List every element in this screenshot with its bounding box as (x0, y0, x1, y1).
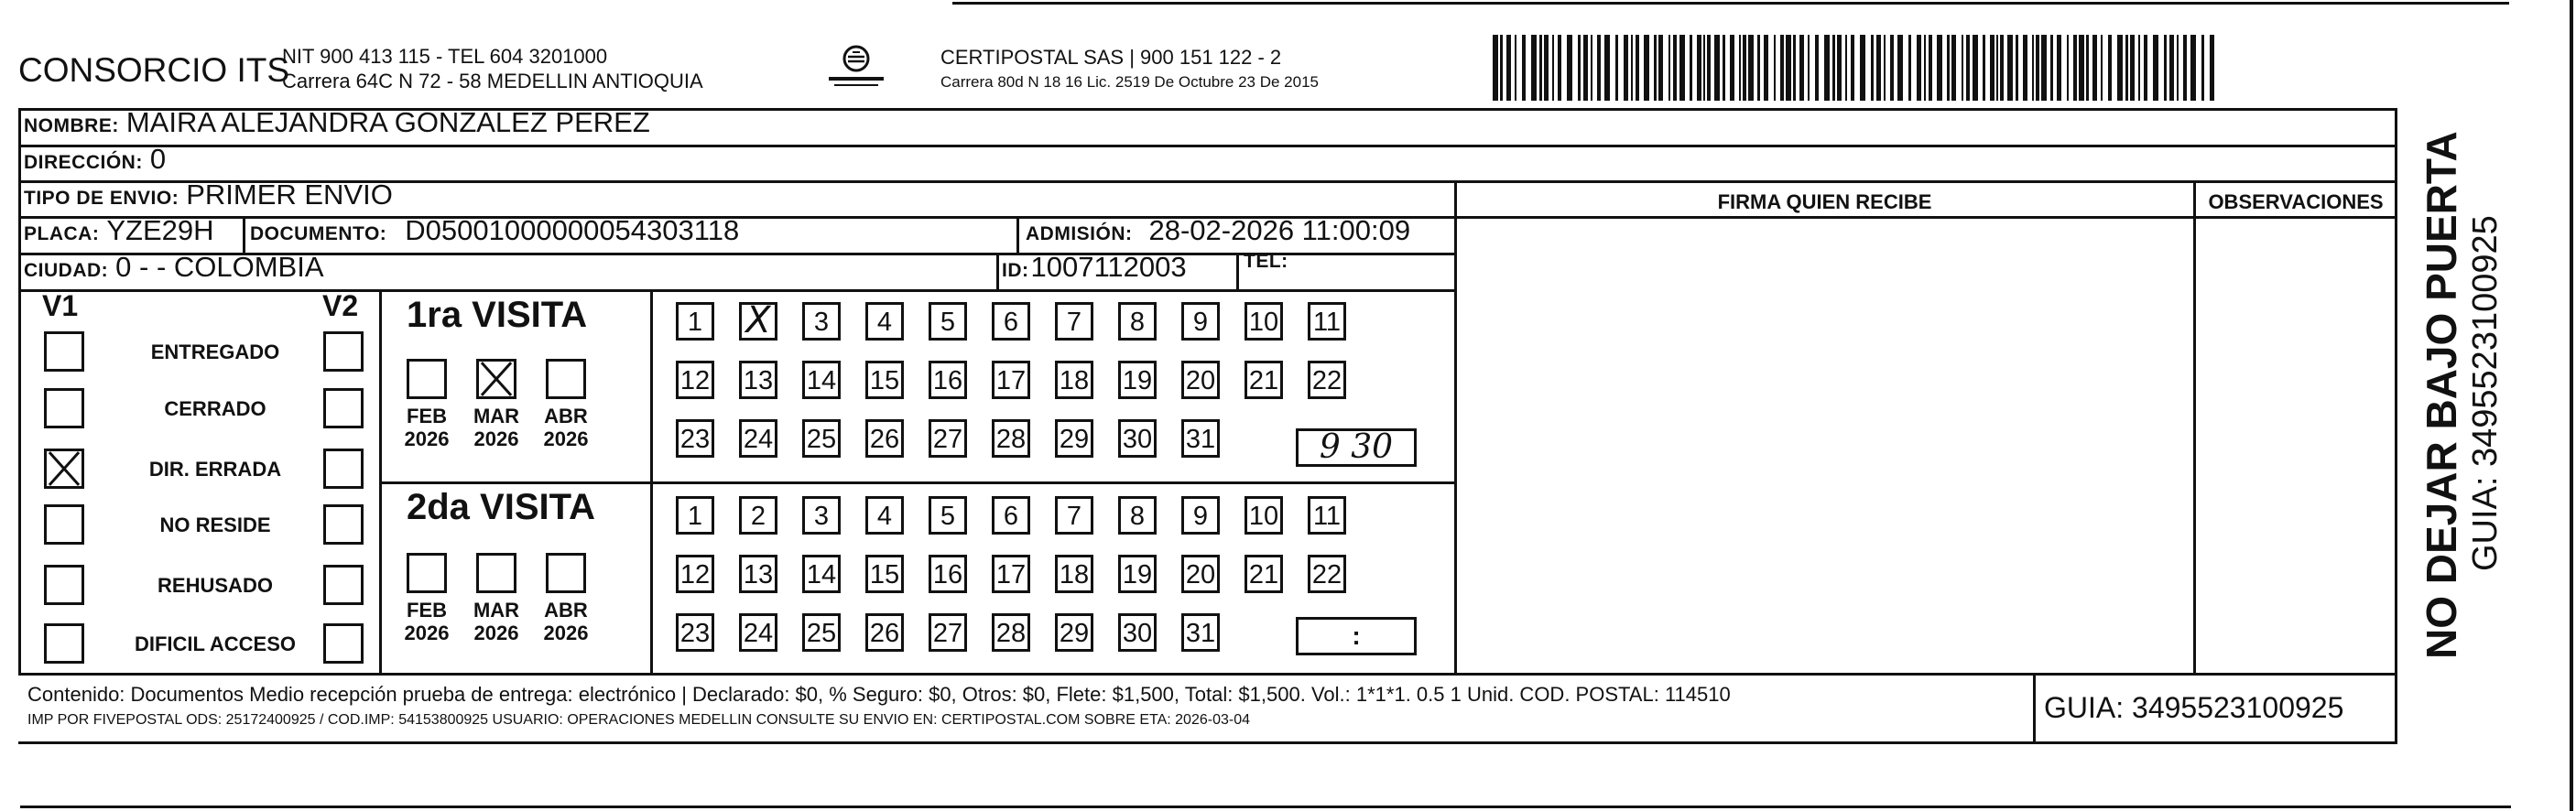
status-label: NO RESIDE (159, 514, 271, 536)
month-checkbox[interactable] (546, 359, 586, 399)
admision-cell (1026, 214, 1410, 247)
barcode-bar (2050, 35, 2053, 101)
sender-address: Carrera 64C N 72 - 58 MEDELLIN ANTIOQUIA (282, 70, 703, 92)
tel-label: TEL: (1244, 251, 1288, 272)
v1-checkbox[interactable] (44, 449, 84, 489)
barcode-bar (1917, 35, 1921, 101)
barcode-bar (2007, 35, 2013, 101)
barcode-bar (2138, 35, 2140, 101)
barcode-bar (2041, 35, 2047, 101)
day-box[interactable]: 6 (992, 302, 1030, 341)
footer-contenido: Contenido: Documentos Medio recepción prueba de entrega: electrónico | Declarado: $0, % Seguro: $0, Otros: $0, Flete: $1,500, Total: $1,500. Vol.: 1*1*1. 0.5 1 Unid. COD. POSTAL: 114510 (27, 683, 1731, 706)
day-box[interactable]: 11 (1308, 302, 1346, 341)
nombre-row (24, 106, 650, 139)
barcode-bar (1679, 35, 1685, 101)
day-box[interactable]: 21 (1245, 361, 1283, 399)
visit1-title: 1ra VISITA (407, 295, 588, 335)
barcode-bar (2164, 35, 2167, 101)
day-box[interactable]: 14 (802, 361, 841, 399)
month-label (397, 599, 456, 644)
barcode-bar (1604, 35, 1610, 101)
barcode-bar (1743, 35, 1746, 101)
sender-company: CONSORCIO ITS (18, 51, 290, 89)
day-box[interactable]: 27 (929, 613, 967, 652)
barcode-bar (2092, 35, 2097, 101)
barcode-bar (2183, 35, 2187, 101)
barcode-bar (1644, 35, 1649, 101)
day-box[interactable]: 26 (865, 419, 904, 458)
status-label: DIFICIL ACCESO (134, 633, 296, 655)
day-box[interactable]: 27 (929, 419, 967, 458)
barcode-bar (1966, 35, 1970, 101)
barcode-bar (1951, 35, 1956, 101)
day-box[interactable]: 13 (739, 555, 777, 593)
barcode-bar (1837, 35, 1842, 101)
tipo-row (24, 178, 393, 211)
barcode-bar (1748, 35, 1754, 101)
day-box[interactable]: 29 (1055, 419, 1093, 458)
visit-sep (379, 481, 1456, 484)
barcode-bar (2201, 35, 2204, 101)
month-checkbox[interactable] (407, 359, 447, 399)
barcode-bar (1983, 35, 1985, 101)
barcode-bar (1493, 35, 1498, 101)
day-box[interactable]: X (739, 302, 777, 341)
month-year: 2026 (404, 427, 450, 450)
id-value: 1007112003 (1030, 251, 1187, 283)
barcode-bar (1723, 35, 1725, 101)
day-box[interactable]: 28 (992, 419, 1030, 458)
barcode-bar (1876, 35, 1881, 101)
barcode-bar (1703, 35, 1705, 101)
v2-checkbox[interactable] (323, 449, 364, 489)
barcode-bar (1832, 35, 1835, 101)
v1-checkbox[interactable] (44, 388, 84, 428)
barcode-bar (2190, 35, 2196, 101)
day-box[interactable]: 17 (992, 361, 1030, 399)
placa-cell (24, 214, 214, 247)
barcode-bar (1654, 35, 1657, 101)
barcode-bar (1815, 35, 1819, 101)
v2-checkbox[interactable] (323, 565, 364, 605)
month-label (537, 405, 595, 450)
sender-nit: NIT 900 413 115 - TEL 604 3201000 (282, 45, 608, 68)
barcode-bar (1962, 35, 1963, 101)
barcode-bar (1578, 35, 1581, 101)
documento-label: DOCUMENTO: (250, 223, 387, 244)
barcode-bar (1973, 35, 1978, 101)
barcode-bar (1522, 35, 1526, 101)
month-year: 2026 (543, 427, 589, 450)
barcode-bar (1567, 35, 1572, 101)
day-box[interactable]: 8 (1118, 496, 1157, 535)
month-name: FEB (407, 405, 447, 427)
footer-guia: GUIA: 3495523100925 (2044, 691, 2344, 724)
top-edge-line (952, 2, 2509, 5)
barcode-bar (2036, 35, 2039, 101)
day-box[interactable]: 3 (802, 496, 841, 535)
month-year: 2026 (543, 622, 589, 644)
barcode-bar (1591, 35, 1592, 101)
barcode-bar (1583, 35, 1588, 101)
barcode-bar (2079, 35, 2084, 101)
day-box[interactable]: 8 (1118, 302, 1157, 341)
day-box[interactable]: 7 (1055, 496, 1093, 535)
tipo-value: PRIMER ENVIO (186, 178, 393, 211)
day-box[interactable]: 24 (739, 419, 777, 458)
barcode (1493, 35, 2221, 101)
admision-label: ADMISIÓN: (1026, 223, 1133, 244)
day-box[interactable]: 1 (676, 302, 714, 341)
day-box[interactable]: 15 (865, 361, 904, 399)
barcode-bar (1515, 35, 1516, 101)
barcode-bar (1707, 35, 1711, 101)
barcode-bar (1544, 35, 1549, 101)
ciudad-cell (24, 251, 324, 284)
barcode-bar (1990, 35, 1994, 101)
month-checkbox[interactable] (476, 553, 516, 593)
day-box[interactable]: 1 (676, 496, 714, 535)
barcode-bar (2016, 35, 2018, 101)
side-text (2418, 131, 2505, 659)
bottom-edge-line (20, 806, 2511, 808)
direccion-label: DIRECCIÓN: (24, 152, 143, 173)
ciudad-label: CIUDAD: (24, 260, 109, 281)
day-box[interactable]: 10 (1245, 496, 1283, 535)
month-year: 2026 (473, 622, 519, 644)
barcode-bar (2169, 35, 2174, 101)
barcode-bar (2117, 35, 2123, 101)
day-box[interactable]: 12 (676, 361, 714, 399)
day-box[interactable]: 18 (1055, 361, 1093, 399)
status-label: DIR. ERRADA (148, 458, 282, 481)
day-box[interactable]: 20 (1181, 555, 1220, 593)
id-label: ID: (1002, 260, 1029, 281)
day-box[interactable]: 19 (1118, 555, 1157, 593)
month-name: FEB (407, 599, 447, 622)
month-label (467, 405, 526, 450)
day-box[interactable]: 29 (1055, 613, 1093, 652)
carrier-name: CERTIPOSTAL SAS | 900 151 122 - 2 (940, 46, 1282, 69)
row-sep-1 (18, 145, 2397, 147)
month-label (537, 599, 595, 644)
day-box[interactable]: 18 (1055, 555, 1093, 593)
barcode-bar (1668, 35, 1670, 101)
visit2-title: 2da VISITA (407, 487, 595, 527)
barcode-bar (1786, 35, 1791, 101)
barcode-bar (2086, 35, 2089, 101)
barcode-bar (2067, 35, 2069, 101)
barcode-bar (1714, 35, 1720, 101)
admision-sep (1016, 216, 1019, 253)
barcode-bar (1739, 35, 1741, 101)
month-label (397, 405, 456, 450)
v2-checkbox[interactable] (323, 331, 364, 372)
barcode-bar (2130, 35, 2135, 101)
direccion-value: 0 (149, 143, 167, 175)
direccion-row (24, 143, 166, 176)
barcode-bar (2108, 35, 2112, 101)
firma-header: FIRMA QUIEN RECIBE (1717, 190, 1932, 213)
day-box[interactable]: 25 (802, 419, 841, 458)
day-box[interactable]: 16 (929, 555, 967, 593)
day-box[interactable]: 5 (929, 302, 967, 341)
barcode-bar (1500, 35, 1503, 101)
barcode-bar (2023, 35, 2027, 101)
form-left-border (18, 108, 21, 676)
day-box[interactable]: 12 (676, 555, 714, 593)
day-box[interactable]: 22 (1308, 555, 1346, 593)
v1-checkbox[interactable] (44, 504, 84, 545)
day-box[interactable]: 10 (1245, 302, 1283, 341)
obs-left-border (2193, 180, 2196, 675)
barcode-bar (1808, 35, 1810, 101)
day-box[interactable]: 21 (1245, 555, 1283, 593)
day-box[interactable]: 16 (929, 361, 967, 399)
barcode-bar (1937, 35, 1942, 101)
barcode-bar (2210, 35, 2214, 101)
barcode-bar (1845, 35, 1847, 101)
day-box[interactable]: 7 (1055, 302, 1093, 341)
barcode-bar (2101, 35, 2103, 101)
tel-cell (1244, 251, 1296, 273)
day-box[interactable]: 3 (802, 302, 841, 341)
v2-checkbox[interactable] (323, 623, 364, 664)
barcode-bar (1730, 35, 1734, 101)
day-box[interactable]: 9 (1181, 302, 1220, 341)
month-checkbox[interactable] (407, 553, 447, 593)
barcode-bar (1774, 35, 1776, 101)
right-edge-line (2570, 0, 2573, 811)
side-guia: GUIA: 3495523100925 (2466, 215, 2505, 571)
visit2-time-box: : (1296, 617, 1417, 655)
barcode-bar (1996, 35, 1998, 101)
status-label: ENTREGADO (150, 341, 280, 363)
day-box[interactable]: 9 (1181, 496, 1220, 535)
day-box[interactable]: 31 (1181, 613, 1220, 652)
v2-checkbox[interactable] (323, 504, 364, 545)
barcode-bar (1947, 35, 1950, 101)
footer-top-border (18, 673, 2397, 676)
v2-label: V2 (322, 289, 359, 322)
obs-head-sep (2193, 216, 2397, 219)
barcode-bar (2000, 35, 2004, 101)
barcode-bar (1673, 35, 1677, 101)
month-checkbox[interactable] (476, 359, 516, 399)
day-box[interactable]: 2 (739, 496, 777, 535)
day-box[interactable]: 17 (992, 555, 1030, 593)
v2-checkbox[interactable] (323, 388, 364, 428)
day-box[interactable]: 5 (929, 496, 967, 535)
barcode-bar (1871, 35, 1874, 101)
nombre-value: MAIRA ALEJANDRA GONZALEZ PEREZ (125, 106, 650, 138)
carrier-license: Carrera 80d N 18 16 Lic. 2519 De Octubre 23 De 2015 (940, 73, 1319, 91)
day-box[interactable]: 23 (676, 419, 714, 458)
day-box[interactable]: 6 (992, 496, 1030, 535)
month-name: ABR (544, 599, 588, 622)
status-label: REHUSADO (158, 574, 273, 597)
barcode-bar (1624, 35, 1628, 101)
month-name: ABR (544, 405, 588, 427)
barcode-bar (1697, 35, 1701, 101)
barcode-bar (1764, 35, 1768, 101)
row-sep-5 (18, 289, 1456, 292)
tel-sep (1236, 253, 1239, 289)
documento-cell (250, 214, 739, 247)
certipostal-logo (820, 40, 893, 95)
day-box[interactable]: 4 (865, 302, 904, 341)
barcode-bar (2032, 35, 2034, 101)
barcode-bar (1558, 35, 1561, 101)
footer-guia-sep (2033, 673, 2036, 744)
documento-value: D05001000000054303118 (405, 214, 740, 246)
barcode-bar (1824, 35, 1830, 101)
barcode-bar (1506, 35, 1511, 101)
barcode-bar (1924, 35, 1926, 101)
barcode-bar (1884, 35, 1886, 101)
day-box[interactable]: 30 (1118, 613, 1157, 652)
barcode-bar (1539, 35, 1542, 101)
month-label (467, 599, 526, 644)
v1-checkbox[interactable] (44, 331, 84, 372)
barcode-bar (1860, 35, 1865, 101)
day-box[interactable]: 28 (992, 613, 1030, 652)
barcode-bar (1890, 35, 1894, 101)
barcode-bar (1757, 35, 1760, 101)
status-label: CERRADO (164, 397, 266, 420)
day-box[interactable]: 19 (1118, 361, 1157, 399)
month-year: 2026 (473, 427, 519, 450)
day-box[interactable]: 26 (865, 613, 904, 652)
firma-head-sep (1454, 216, 2194, 219)
ciudad-value: 0 - - COLOMBIA (115, 251, 324, 283)
observaciones-header: OBSERVACIONES (2208, 190, 2384, 213)
id-sep (996, 253, 999, 289)
barcode-bar (1780, 35, 1784, 101)
v1-checkbox[interactable] (44, 565, 84, 605)
nombre-label: NOMBRE: (24, 115, 119, 136)
barcode-bar (1897, 35, 1903, 101)
day-box[interactable]: 24 (739, 613, 777, 652)
barcode-bar (2057, 35, 2061, 101)
barcode-bar (1597, 35, 1601, 101)
month-name: MAR (473, 599, 520, 622)
barcode-bar (1799, 35, 1804, 101)
placa-sep (243, 216, 245, 253)
day-box[interactable]: 20 (1181, 361, 1220, 399)
visit1-time-box: 9 30 (1296, 428, 1417, 467)
footer-bottom-border (18, 741, 2397, 744)
v1-label: V1 (42, 289, 79, 322)
barcode-bar (2144, 35, 2147, 101)
day-box[interactable]: 23 (676, 613, 714, 652)
day-box[interactable]: 4 (865, 496, 904, 535)
month-year: 2026 (404, 622, 450, 644)
barcode-bar (2125, 35, 2128, 101)
barcode-bar (1531, 35, 1537, 101)
day-box[interactable]: 14 (802, 555, 841, 593)
barcode-bar (1615, 35, 1618, 101)
day-box[interactable]: 30 (1118, 419, 1157, 458)
day-box[interactable]: 11 (1308, 496, 1346, 535)
barcode-bar (1908, 35, 1911, 101)
day-box[interactable]: 25 (802, 613, 841, 652)
footer-imp-line: IMP POR FIVEPOSTAL ODS: 25172400925 / COD.IMP: 54153800925 USUARIO: OPERACIONES MEDELLIN CONSULTE SU ENVIO EN: CERTIPOSTAL.COM SOBRE ETA: 2026-03-04 (27, 712, 1250, 728)
tel-right-sep (1454, 216, 1457, 289)
barcode-bar (1929, 35, 1932, 101)
barcode-bar (1793, 35, 1796, 101)
tipo-label: TIPO DE ENVIO: (24, 188, 179, 209)
barcode-bar (1552, 35, 1554, 101)
barcode-bar (1690, 35, 1692, 101)
barcode-bar (2153, 35, 2158, 101)
barcode-bar (1636, 35, 1639, 101)
barcode-bar (2177, 35, 2179, 101)
admision-value: 28-02-2026 11:00:09 (1148, 214, 1411, 246)
id-cell (1002, 251, 1187, 284)
barcode-bar (1658, 35, 1663, 101)
placa-label: PLACA: (24, 223, 100, 244)
placa-value: YZE29H (106, 214, 214, 246)
day-box[interactable]: 13 (739, 361, 777, 399)
side-no-dejar: NO DEJAR BAJO PUERTA (2418, 131, 2465, 659)
barcode-bar (1631, 35, 1633, 101)
barcode-bar (1851, 35, 1854, 101)
v1-checkbox[interactable] (44, 623, 84, 664)
month-name: MAR (473, 405, 520, 427)
day-box[interactable]: 15 (865, 555, 904, 593)
day-box[interactable]: 22 (1308, 361, 1346, 399)
day-box[interactable]: 31 (1181, 419, 1220, 458)
barcode-bar (2073, 35, 2077, 101)
month-checkbox[interactable] (546, 553, 586, 593)
